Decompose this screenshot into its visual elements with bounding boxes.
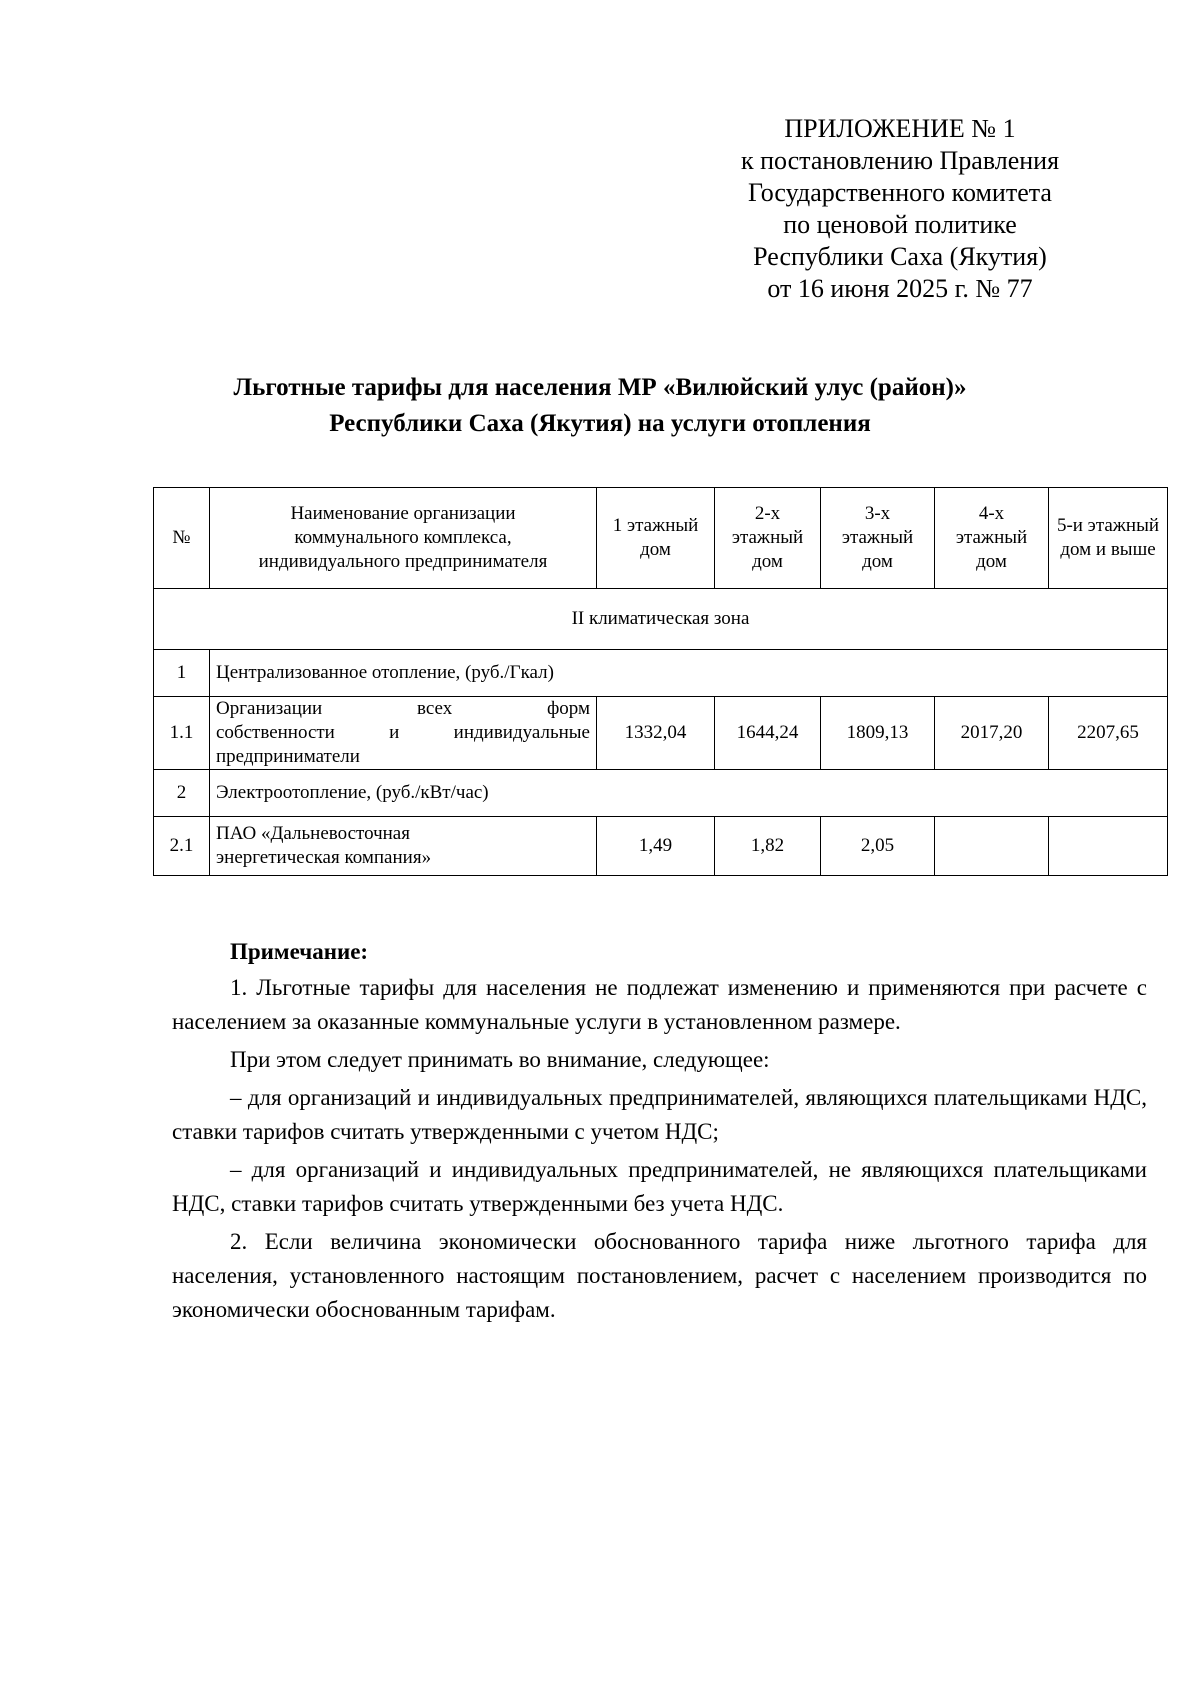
tariff-value: 1644,24 xyxy=(715,697,821,770)
tariff-value xyxy=(935,817,1049,876)
notes-title: Примечание: xyxy=(230,939,369,964)
organization-name xyxy=(210,697,597,770)
tariff-value: 1,82 xyxy=(715,817,821,876)
header-3-floor: 3-х этажный дом xyxy=(821,488,935,589)
tariff-value: 1809,13 xyxy=(821,697,935,770)
organization-name: ПАО «Дальневосточная энергетическая компания» xyxy=(210,817,597,876)
table-row xyxy=(154,697,1168,770)
header-line: ПРИЛОЖЕНИЕ № 1 xyxy=(784,114,1016,143)
climate-zone-label: II климатическая зона xyxy=(154,589,1168,650)
header-name: Наименование организации коммунального комплекса, индивидуального предпринимателя xyxy=(210,488,597,589)
table-row xyxy=(154,589,1168,650)
table-row xyxy=(154,650,1168,697)
note-paragraph: – для организаций и индивидуальных предпринимателей, являющихся плательщиками НДС, ставки тарифов считать утвержденными с учетом НДС; xyxy=(172,1085,1147,1144)
tariff-value: 2,05 xyxy=(821,817,935,876)
appendix-header xyxy=(720,113,1080,305)
title-line-1: Льготные тарифы для населения МР «Вилюйский улус (район)» xyxy=(233,374,967,401)
header-1-floor: 1 этажный дом xyxy=(597,488,715,589)
tariff-value: 1332,04 xyxy=(597,697,715,770)
tariff-value xyxy=(1049,817,1168,876)
note-paragraph: 2. Если величина экономически обоснованного тарифа ниже льготного тарифа для населения, установленного настоящим постановлением, расчет с населением производится по экономически обоснованным тарифам. xyxy=(172,1229,1147,1322)
tariff-value: 1,49 xyxy=(597,817,715,876)
tariff-table xyxy=(153,487,1168,876)
document-title xyxy=(150,370,1050,442)
table-row xyxy=(154,817,1168,876)
table-header-row xyxy=(154,488,1168,589)
organization-name-line: собственности и индивидуальные xyxy=(216,722,590,743)
header-4-floor: 4-х этажный дом xyxy=(935,488,1049,589)
note-paragraph: 1. Льготные тарифы для населения не подлежат изменению и применяются при расчете с населением за оказанные коммунальные услуги в установленном размере. xyxy=(172,975,1147,1034)
row-number: 1 xyxy=(154,650,210,697)
header-line: Государственного комитета xyxy=(748,178,1052,207)
header-line: по ценовой политике xyxy=(783,210,1017,239)
section-label: Централизованное отопление, (руб./Гкал) xyxy=(210,650,1168,697)
note-paragraph: – для организаций и индивидуальных предпринимателей, не являющихся плательщиками НДС, ставки тарифов считать утвержденными без учета НДС. xyxy=(172,1157,1147,1216)
title-line-2: Республики Саха (Якутия) на услуги отопления xyxy=(329,410,871,437)
row-number: 2.1 xyxy=(154,817,210,876)
header-line: Республики Саха (Якутия) xyxy=(753,242,1047,271)
table-row xyxy=(154,770,1168,817)
notes-section xyxy=(172,935,1147,1331)
header-no: № xyxy=(154,488,210,589)
header-line: от 16 июня 2025 г. № 77 xyxy=(767,274,1033,303)
header-5-floor: 5-и этажный дом и выше xyxy=(1049,488,1168,589)
section-label: Электроотопление, (руб./кВт/час) xyxy=(210,770,1168,817)
row-number: 1.1 xyxy=(154,697,210,770)
tariff-value: 2207,65 xyxy=(1049,697,1168,770)
header-2-floor: 2-х этажный дом xyxy=(715,488,821,589)
organization-name-line: Организации всех форм xyxy=(216,698,590,719)
organization-name-line: предприниматели xyxy=(216,746,360,767)
row-number: 2 xyxy=(154,770,210,817)
note-paragraph: При этом следует принимать во внимание, следующее: xyxy=(230,1047,770,1072)
header-line: к постановлению Правления xyxy=(740,146,1060,175)
tariff-value: 2017,20 xyxy=(935,697,1049,770)
